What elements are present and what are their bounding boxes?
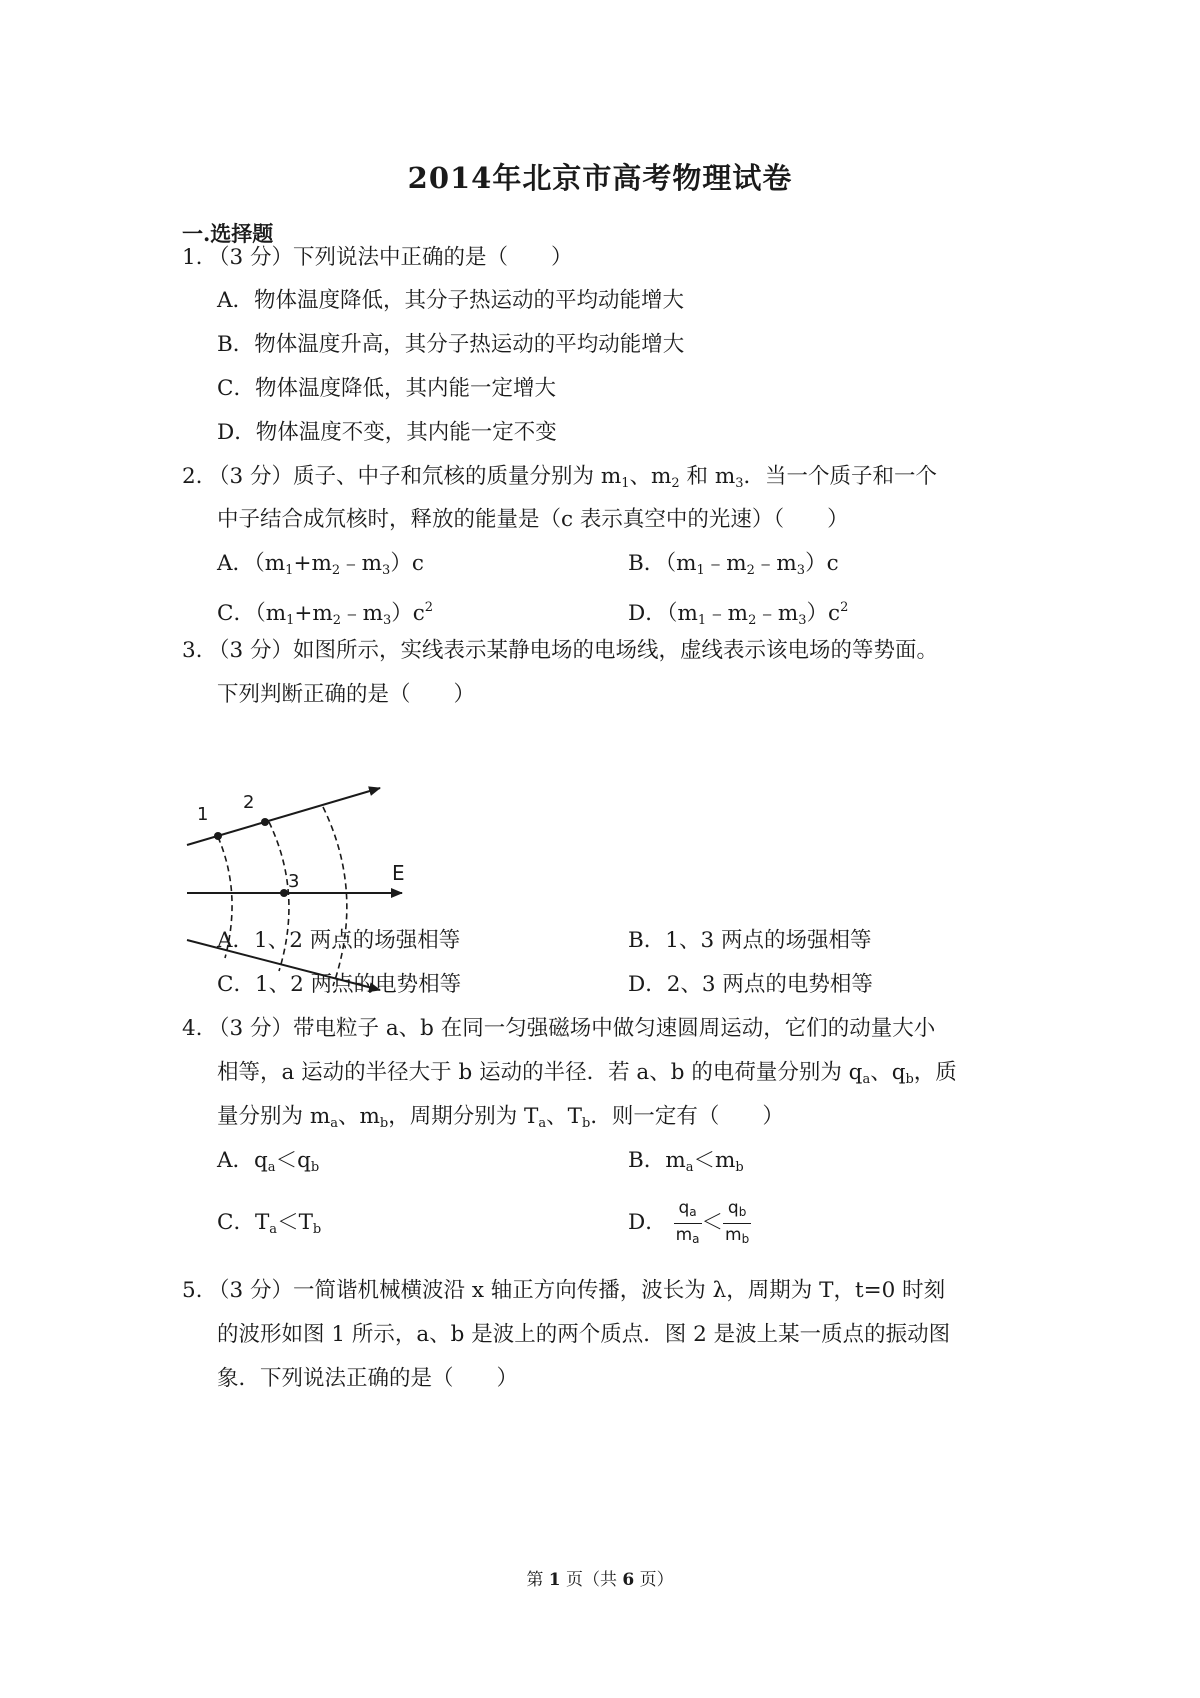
subscript: b: [582, 1116, 591, 1131]
q1-stem: （3 分）下列说法中正确的是（ ）: [208, 245, 573, 270]
text-run: 、m: [629, 464, 672, 489]
q4-stem-line3: [217, 1102, 784, 1139]
point-2-dot: [261, 818, 269, 826]
text-run: m: [675, 1224, 693, 1245]
subscript: 3: [798, 613, 807, 628]
text-run: 页（共: [560, 1570, 623, 1590]
subscript: b: [310, 1160, 320, 1175]
q4-stem-line1: （3 分）带电粒子 a、b 在同一匀强磁场中做匀速圆周运动，它们的动量大小: [208, 1016, 936, 1041]
q1-option-d: D．物体温度不变，其内能一定不变: [217, 420, 557, 445]
text-run: m: [725, 1224, 742, 1245]
q4-option-a: [217, 1146, 319, 1183]
subscript: b: [738, 1204, 747, 1219]
text-run: ．当一个质子和一个: [743, 464, 938, 489]
text-run: 相等，a 运动的半径大于 b 运动的半径．若 a、b 的电荷量分别为 q: [217, 1060, 863, 1085]
subscript: a: [692, 1231, 700, 1246]
q4-number: 4.: [182, 1016, 203, 1041]
option-label: A．: [217, 551, 255, 576]
q4-option-b: [628, 1146, 744, 1183]
subscript: 1: [285, 563, 294, 578]
subscript: 3: [382, 563, 391, 578]
subscript: b: [741, 1231, 750, 1246]
option-label: B．: [628, 551, 666, 576]
fraction-qb-mb: [723, 1197, 751, 1250]
text-run: ）c: [805, 551, 839, 576]
text-run: 、m: [338, 1104, 380, 1129]
text-run: ＜q: [275, 1148, 311, 1173]
point-1-label: 1: [197, 804, 209, 825]
q2-stem-line1: [208, 462, 937, 499]
subscript: 1: [696, 563, 705, 578]
q5-stem-line2: 的波形如图 1 所示，a、b 是波上的两个质点．图 2 是波上某一质点的振动图: [217, 1322, 951, 1347]
text-run: q: [254, 1148, 268, 1173]
q2-option-b: [628, 549, 839, 586]
q2-option-a: [217, 549, 424, 586]
option-label: D．: [628, 601, 667, 626]
text-run: q: [727, 1197, 739, 1218]
subscript: 2: [748, 613, 757, 628]
q4-option-d: [628, 1196, 751, 1250]
q3-option-c: C．1、2 两点的电势相等: [217, 972, 462, 997]
q3-option-a: A．1、2 两点的场强相等: [217, 928, 461, 953]
q2-stem-line2: 中子结合成氘核时，释放的能量是（c 表示真空中的光速）（ ）: [217, 507, 849, 532]
fraction-denominator: [674, 1224, 702, 1250]
text-run: q: [678, 1197, 690, 1218]
text-run: （3 分）质子、中子和氘核的质量分别为 m: [208, 464, 622, 489]
text-run: ）c: [391, 601, 425, 626]
q3-number: 3.: [182, 638, 203, 663]
q3-option-d: D．2、3 两点的电势相等: [628, 972, 873, 997]
text-run: m: [665, 1148, 686, 1173]
fraction-numerator: [723, 1197, 751, 1224]
subscript: 1: [697, 613, 707, 628]
text-run: ，周期分别为 T: [388, 1104, 539, 1129]
q3-stem-line1: （3 分）如图所示，实线表示某静电场的电场线，虚线表示该电场的等势面。: [208, 638, 939, 663]
text-run: ﹣m: [754, 551, 797, 576]
q4-stem-line2: [217, 1058, 957, 1095]
fraction-denominator: [723, 1224, 751, 1250]
text-run: +m: [293, 551, 332, 576]
subscript: 3: [382, 613, 392, 628]
page-title: 2014年北京市高考物理试卷: [407, 161, 793, 195]
field-label-e: E: [392, 861, 405, 885]
q1-option-b: B．物体温度升高，其分子热运动的平均动能增大: [217, 332, 685, 357]
page-footer: [0, 1565, 1200, 1590]
text-run: T: [254, 1210, 270, 1235]
text-run: 页）: [634, 1570, 674, 1590]
fraction-numerator: [674, 1197, 702, 1224]
q2-number: 2.: [182, 464, 203, 489]
text-run: 、q: [870, 1060, 906, 1085]
subscript: a: [269, 1222, 278, 1237]
subscript: b: [312, 1222, 322, 1237]
subscript: a: [689, 1204, 697, 1219]
q5-number: 5.: [182, 1278, 203, 1303]
text-run: ﹣m: [341, 601, 383, 626]
option-label: D．: [628, 1210, 667, 1235]
text-run: （m: [666, 601, 698, 626]
text-run: +m: [294, 601, 333, 626]
subscript: 2: [331, 563, 341, 578]
text-run: （m: [665, 551, 697, 576]
point-2-label: 2: [243, 792, 255, 813]
option-label: C．: [217, 1210, 255, 1235]
subscript: a: [862, 1072, 871, 1087]
text-run: 、T: [546, 1104, 583, 1129]
q1-option-c: C．物体温度降低，其内能一定增大: [217, 376, 556, 401]
text-run: ＜T: [277, 1210, 313, 1235]
text-run: ．则一定有（ ）: [590, 1104, 784, 1129]
point-1-dot: [214, 832, 222, 840]
q1-number: 1.: [182, 245, 203, 270]
text-run: （m: [254, 601, 287, 626]
equipotential-line-3: [323, 807, 347, 986]
text-run: ﹣m: [704, 551, 747, 576]
less-than-sign: ＜: [701, 1210, 724, 1235]
subscript: 2: [332, 613, 342, 628]
page-number: 1: [548, 1570, 561, 1590]
text-run: 第: [526, 1570, 549, 1590]
q3-stem-line2: 下列判断正确的是（ ）: [217, 682, 476, 707]
total-pages: 6: [622, 1570, 635, 1590]
option-label: A．: [217, 1148, 255, 1173]
text-run: ﹣m: [340, 551, 383, 576]
text-run: ）c: [806, 601, 841, 626]
fraction-qa-ma: [674, 1197, 702, 1250]
subscript: a: [330, 1116, 338, 1131]
text-run: ﹣m: [706, 601, 749, 626]
text-run: ＜m: [693, 1148, 736, 1173]
q5-stem-line1: （3 分）一简谐机械横波沿 x 轴正方向传播，波长为 λ，周期为 T，t=0 时刻: [208, 1278, 946, 1303]
q4-option-c: [217, 1208, 321, 1245]
text-run: （m: [254, 551, 286, 576]
q5-stem-line3: 象．下列说法正确的是（ ）: [217, 1366, 519, 1391]
subscript: a: [538, 1116, 547, 1131]
subscript: 3: [735, 476, 744, 491]
q3-option-b: B．1、3 两点的场强相等: [628, 928, 872, 953]
point-3-dot: [280, 889, 288, 897]
subscript: b: [735, 1160, 744, 1175]
text-run: 和 m: [679, 464, 736, 489]
subscript: a: [685, 1160, 694, 1175]
subscript: 2: [671, 476, 680, 491]
subscript: b: [379, 1116, 389, 1131]
subscript: a: [267, 1160, 276, 1175]
q1-option-a: A．物体温度降低，其分子热运动的平均动能增大: [217, 288, 685, 313]
text-run: ，质: [913, 1060, 957, 1085]
subscript: 3: [796, 563, 806, 578]
text-run: ）c: [390, 551, 424, 576]
subscript: b: [905, 1072, 914, 1087]
option-label: C．: [217, 601, 255, 626]
superscript: 2: [424, 600, 434, 615]
option-label: B．: [628, 1148, 666, 1173]
subscript: 1: [286, 613, 295, 628]
q2-option-d: [628, 593, 848, 636]
text-run: 量分别为 m: [217, 1104, 331, 1129]
subscript: 2: [746, 563, 755, 578]
superscript: 2: [840, 600, 849, 615]
subscript: 1: [621, 476, 630, 491]
section-heading: 一.选择题: [182, 221, 274, 246]
point-3-label: 3: [288, 871, 300, 892]
q2-option-c: [217, 593, 433, 636]
text-run: ﹣m: [756, 601, 799, 626]
